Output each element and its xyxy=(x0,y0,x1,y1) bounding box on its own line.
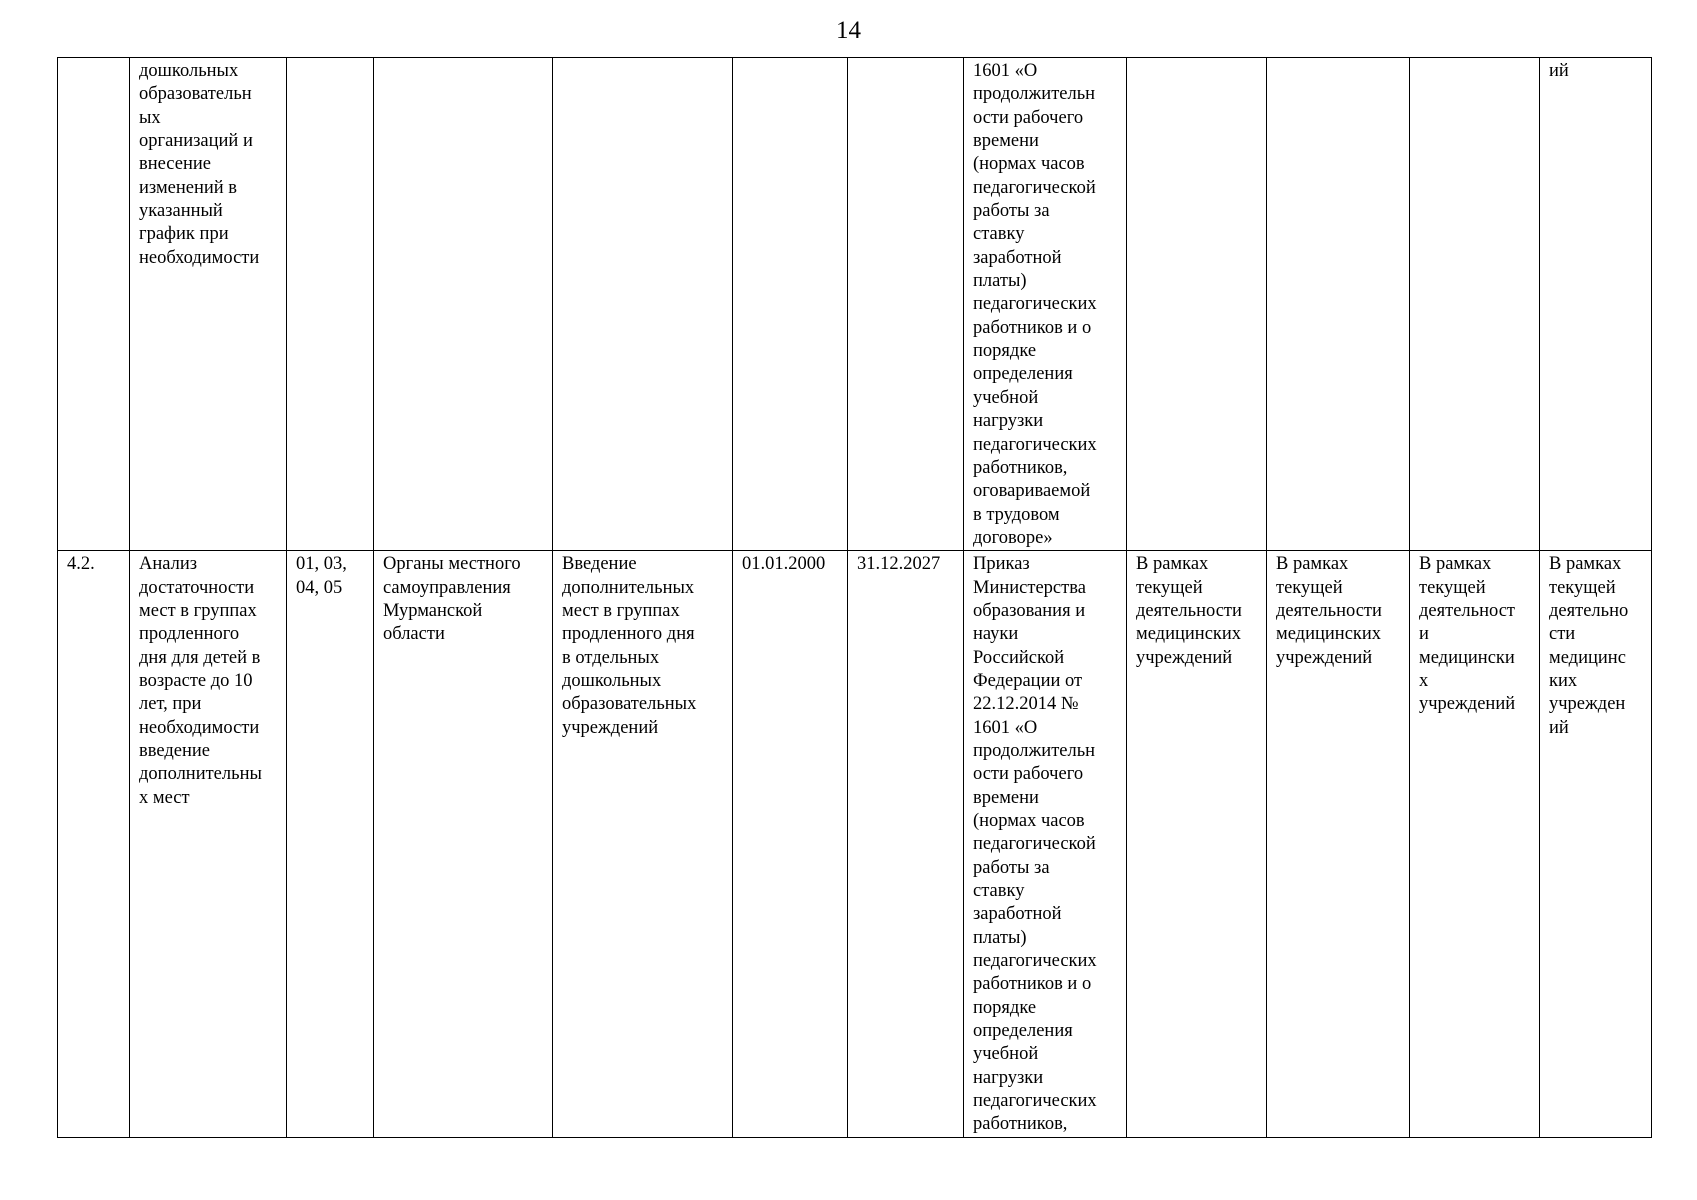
cell-codes xyxy=(287,58,374,551)
cell-legal-basis: 1601 «О продолжительн ости рабочего времени (нормах часов педагогической работы за ставку заработной платы) педагогических работников и о порядке определения учебной нагрузки педагогических работников, оговариваемой в трудовом договоре» xyxy=(964,58,1127,551)
cell-funding-1: В рамках текущей деятельности медицинских учреждений xyxy=(1127,551,1267,1138)
page-number: 14 xyxy=(836,17,861,44)
cell-responsible: Органы местного самоуправления Мурманской области xyxy=(374,551,553,1138)
cell-funding-2: В рамках текущей деятельности медицинских учреждений xyxy=(1267,551,1410,1138)
cell-funding-4: В рамках текущей деятельно сти медицинс ких учрежден ий xyxy=(1540,551,1652,1138)
cell-funding-1 xyxy=(1127,58,1267,551)
cell-result xyxy=(553,58,733,551)
cell-end-date xyxy=(848,58,964,551)
cell-start-date: 01.01.2000 xyxy=(733,551,848,1138)
cell-item-number: 4.2. xyxy=(58,551,130,1138)
table-row-4-2 xyxy=(58,551,1652,1138)
cell-end-date: 31.12.2027 xyxy=(848,551,964,1138)
table-row-continuation xyxy=(58,58,1652,551)
cell-activity: Анализ достаточности мест в группах продленного дня для детей в возрасте до 10 лет, при необходимости введение дополнительны х мест xyxy=(130,551,287,1138)
cell-funding-2 xyxy=(1267,58,1410,551)
cell-codes: 01, 03, 04, 05 xyxy=(287,551,374,1138)
cell-legal-basis: Приказ Министерства образования и науки Российской Федерации от 22.12.2014 № 1601 «О продолжительн ости рабочего времени (нормах часов педагогической работы за ставку заработной платы) педагогических работников и о порядке определения учебной нагрузки педагогических работников, xyxy=(964,551,1127,1138)
cell-start-date xyxy=(733,58,848,551)
cell-funding-4: ий xyxy=(1540,58,1652,551)
cell-responsible xyxy=(374,58,553,551)
cell-item-number xyxy=(58,58,130,551)
cell-activity: дошкольных образовательн ых организаций и внесение изменений в указанный график при необходимости xyxy=(130,58,287,551)
cell-funding-3 xyxy=(1410,58,1540,551)
cell-funding-3: В рамках текущей деятельност и медицински х учреждений xyxy=(1410,551,1540,1138)
cell-result: Введение дополнительных мест в группах продленного дня в отдельных дошкольных образовательных учреждений xyxy=(553,551,733,1138)
plan-table xyxy=(57,57,1652,1138)
